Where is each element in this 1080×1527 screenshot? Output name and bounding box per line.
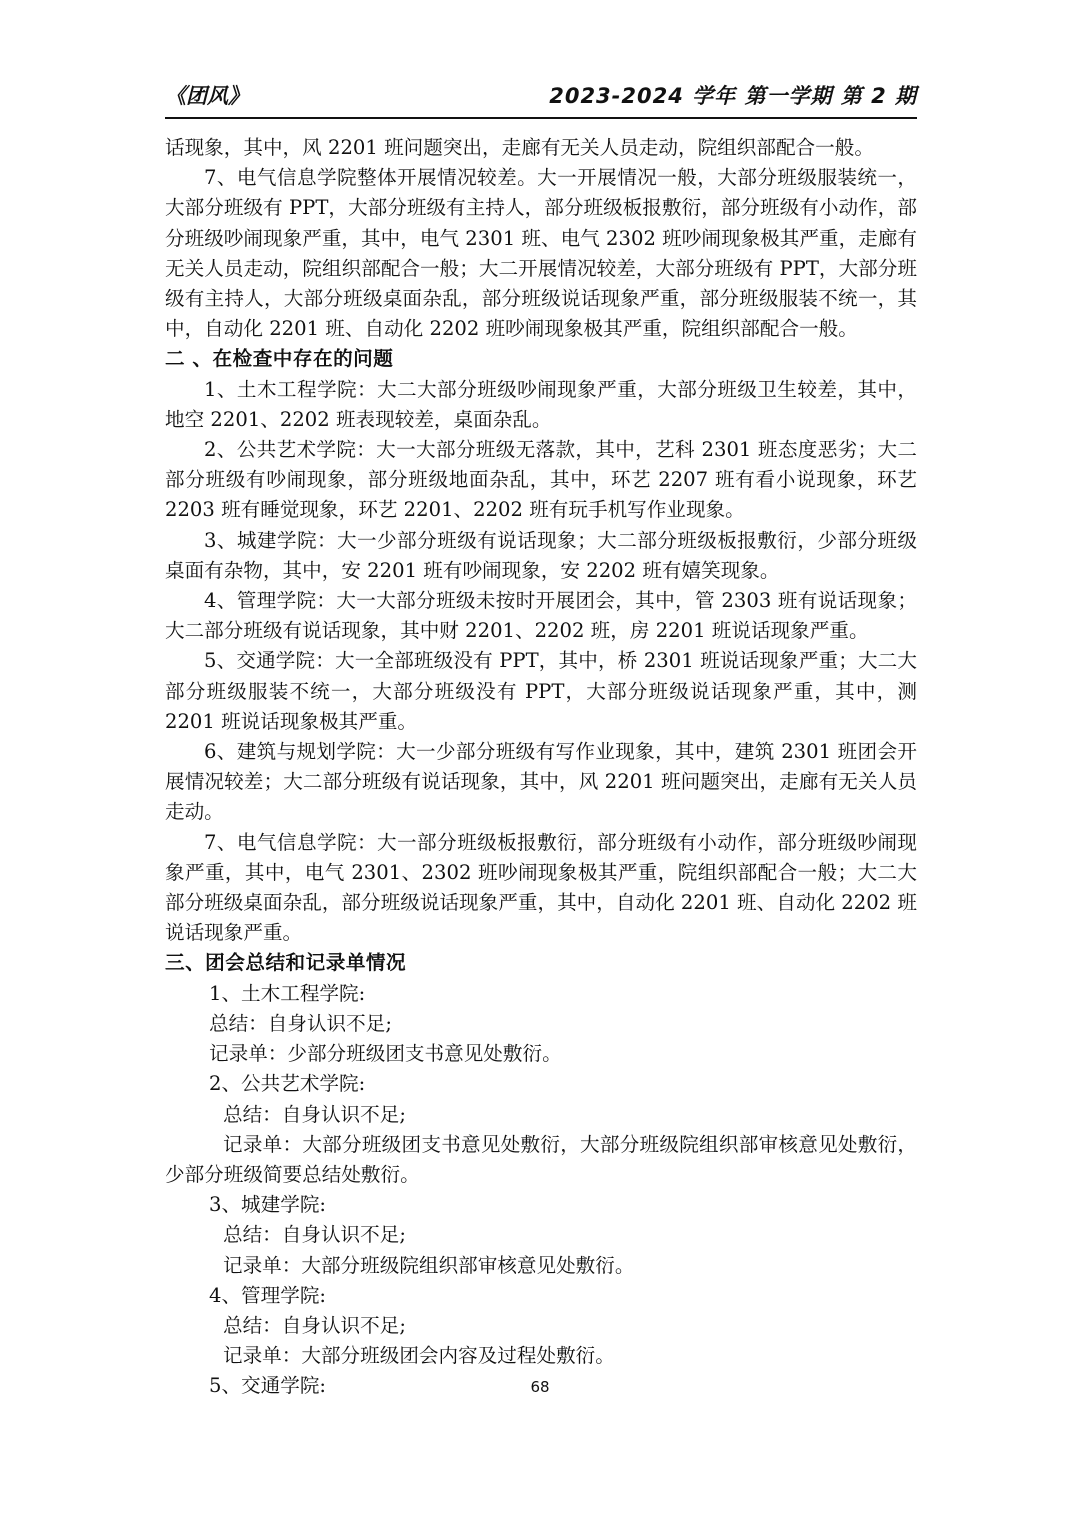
list-item: 记录单：少部分班级团支书意见处敷衍。	[209, 1042, 562, 1066]
paragraph-continued: 话现象，其中，风 2201 班问题突出，走廊有无关人员走动，院组织部配合一般。	[165, 136, 874, 159]
list-item: 总结：自身认识不足;	[223, 1102, 406, 1126]
list-item: 总结：自身认识不足;	[209, 1011, 392, 1035]
list-item: 5、交通学院:	[209, 1374, 327, 1398]
page-header	[165, 78, 917, 108]
list-item: 4、管理学院:	[209, 1283, 327, 1307]
paragraph: 3、城建学院：大一少部分班级有说话现象；大二部分班级板报敷衍，少部分班级桌面有杂物，其中，安 2201 班有吵闹现象，安 2202 班有嬉笑现象。	[165, 528, 917, 582]
header-rule	[165, 117, 917, 119]
list-item: 1、土木工程学院:	[209, 981, 366, 1005]
paragraph: 7、电气信息学院整体开展情况较差。大一开展情况一般，大部分班级服装统一，大部分班级有 PPT，大部分班级有主持人，部分班级板报敷衍，部分班级有小动作，部分班级吵闹现象严重，其中，电气 2301 班、电气 2302 班吵闹现象极其严重，走廊有无关人员走动，院组织部配合一般；大二开展情况较差，大部分班级有 PPT，大部分班级有主持人，大部分班级桌面杂乱，部分班级说话现象严重，部分班级服装不统一，其中，自动化 2201 班、自动化 2202 班吵闹现象极其严重，院组织部配合一般。	[165, 166, 917, 341]
paragraph: 4、管理学院：大一大部分班级未按时开展团会，其中，管 2303 班有说话现象；大二部分班级有说话现象，其中财 2201、2202 班，房 2201 班说话现象严重。	[165, 589, 917, 643]
journal-title: 《团风》	[165, 84, 249, 108]
list-item: 记录单：大部分班级团会内容及过程处敷衍。	[223, 1344, 615, 1368]
paragraph: 5、交通学院：大一全部班级没有 PPT，其中，桥 2301 班说话现象严重；大二大部分班级服装不统一，大部分班级没有 PPT，大部分班级说话现象严重，其中，测 2201 班说话现象极其严重。	[165, 649, 917, 733]
page-number: 68	[530, 1378, 550, 1396]
list-item: 2、公共艺术学院:	[209, 1072, 366, 1096]
paragraph: 7、电气信息学院：大一部分班级板报敷衍，部分班级有小动作，部分班级吵闹现象严重，其中，电气 2301、2302 班吵闹现象极其严重，院组织部配合一般；大二大部分班级桌面杂乱，部分班级说话现象严重，其中，自动化 2201 班、自动化 2202 班说话现象严重。	[165, 830, 917, 945]
list-item: 总结：自身认识不足;	[223, 1223, 406, 1247]
paragraph: 1、土木工程学院：大二大部分班级吵闹现象严重，大部分班级卫生较差，其中，地空 2201、2202 班表现较差，桌面杂乱。	[165, 377, 917, 431]
issue-info: 2023-2024 学年 第一学期 第 2 期	[549, 84, 917, 108]
list-item: 总结：自身认识不足;	[223, 1313, 406, 1337]
section-heading-3: 三、团会总结和记录单情况	[165, 951, 407, 975]
paragraph: 2、公共艺术学院：大一大部分班级无落款，其中，艺科 2301 班态度恶劣；大二部分班级有吵闹现象，部分班级地面杂乱，其中，环艺 2207 班有看小说现象，环艺 2203 班有睡觉现象，环艺 2201、2202 班有玩手机写作业现象。	[165, 438, 917, 522]
list-item: 记录单：大部分班级团支书意见处敷衍，大部分班级院组织部审核意见处敷衍，少部分班级简要总结处敷衍。	[165, 1132, 917, 1186]
paragraph: 6、建筑与规划学院：大一少部分班级有写作业现象，其中，建筑 2301 班团会开展情况较差；大二部分班级有说话现象，其中，风 2201 班问题突出，走廊有无关人员走动。	[165, 740, 917, 824]
document-body	[165, 133, 917, 1402]
list-item: 记录单：大部分班级院组织部审核意见处敷衍。	[223, 1253, 635, 1277]
section-heading-2: 二 、在检查中存在的问题	[165, 347, 394, 371]
list-item: 3、城建学院:	[209, 1193, 327, 1217]
